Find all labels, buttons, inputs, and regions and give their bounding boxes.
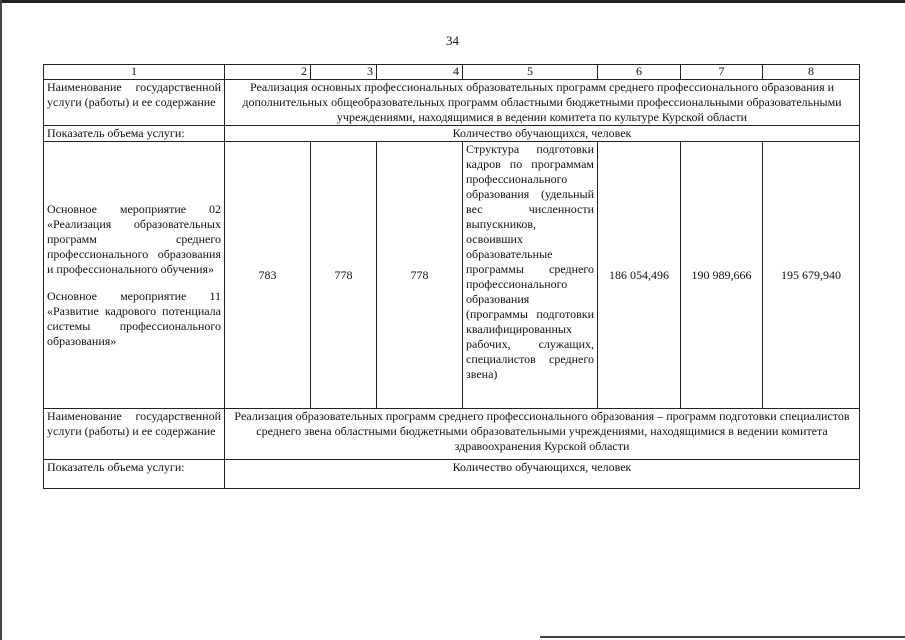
volume-indicator-value-2: Количество обучающихся, человек bbox=[225, 460, 860, 489]
activities-cell bbox=[44, 142, 225, 409]
column-number: 3 bbox=[311, 65, 377, 80]
volume-indicator-row bbox=[44, 126, 860, 142]
column-number: 4 bbox=[377, 65, 463, 80]
volume-indicator-label: Показатель объема услуги: bbox=[44, 126, 225, 142]
services-table bbox=[43, 64, 860, 489]
indicator-description: Структура подготовки кадров по программам профессионального образования (удельный вес численности выпускников, освоивших образовательные программы среднего профессионального образования (программы подготовки квалифицированных рабочих, служащих, специалистов среднего звена) bbox=[463, 142, 598, 409]
column-number: 6 bbox=[598, 65, 681, 80]
volume-indicator-value: Количество обучающихся, человек bbox=[225, 126, 860, 142]
scan-edge-top bbox=[0, 0, 905, 3]
value-col8: 195 679,940 bbox=[763, 142, 860, 409]
volume-indicator-label-2: Показатель объема услуги: bbox=[44, 460, 225, 489]
service-name-label: Наименование государственной услуги (работы) и ее содержание bbox=[44, 80, 225, 126]
activity-02-text: Основное мероприятие 02 «Реализация образовательных программ среднего профессионального образования и профессионального обучения» bbox=[47, 201, 221, 276]
value-col2: 783 bbox=[225, 142, 311, 409]
value-col4: 778 bbox=[377, 142, 463, 409]
value-col6: 186 054,496 bbox=[598, 142, 681, 409]
scan-edge-bottom bbox=[540, 636, 905, 638]
service-name-text-2: Реализация образовательных программ среднего профессионального образования – программ подготовки специалистов среднего звена областными бюджетными образовательными учреждениями, находящимися в ведении комитета здравоохранения Курской области bbox=[225, 409, 860, 460]
column-number: 2 bbox=[225, 65, 311, 80]
column-number: 5 bbox=[463, 65, 598, 80]
column-number-row bbox=[44, 65, 860, 80]
service-name-row-2 bbox=[44, 409, 860, 460]
column-number: 1 bbox=[44, 65, 225, 80]
service-name-text: Реализация основных профессиональных образовательных программ среднего профессионального образования и дополнительных общеобразовательных программ областными бюджетными профессиональными образовательными учреждениями, находящимися в ведении комитета по культуре Курской области bbox=[225, 80, 860, 126]
service-name-row bbox=[44, 80, 860, 126]
data-row bbox=[44, 142, 860, 409]
activity-gap bbox=[47, 277, 221, 289]
service-name-label-2: Наименование государственной услуги (работы) и ее содержание bbox=[44, 409, 225, 460]
column-number: 7 bbox=[681, 65, 763, 80]
volume-indicator-row-2 bbox=[44, 460, 860, 489]
activity-11-text: Основное мероприятие 11 «Развитие кадрового потенциала системы профессионального образования» bbox=[47, 288, 221, 348]
value-col3: 778 bbox=[311, 142, 377, 409]
column-number: 8 bbox=[763, 65, 860, 80]
scan-edge-left bbox=[0, 0, 2, 640]
value-col7: 190 989,666 bbox=[681, 142, 763, 409]
page-number: 34 bbox=[446, 33, 459, 48]
